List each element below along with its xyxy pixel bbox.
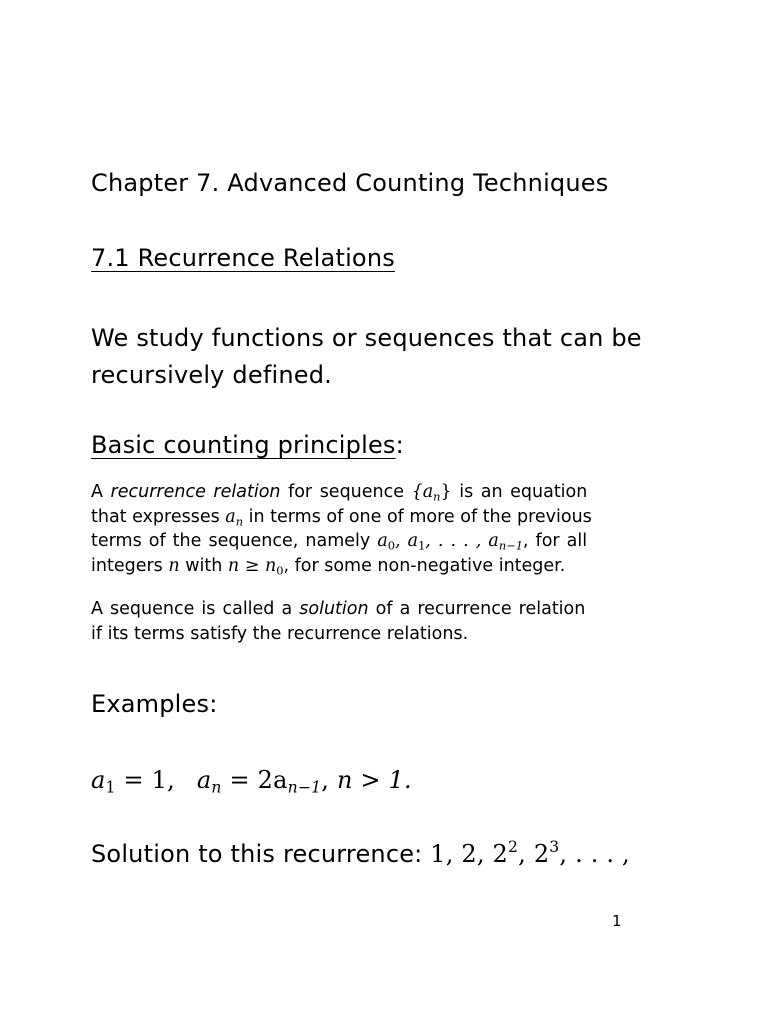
math-text: = 2a (221, 766, 288, 794)
math-sub: n−1 (498, 538, 523, 553)
definition-line-2 (91, 505, 592, 530)
math-text: a (225, 506, 236, 527)
math-text: , . . . , (559, 840, 630, 868)
math-text: a (91, 766, 106, 794)
math-sequence (412, 482, 452, 502)
text: , for all (522, 531, 588, 551)
recurrence-definition (91, 480, 592, 578)
text: in terms of one of more of the previous (243, 506, 592, 527)
text: with (179, 555, 228, 576)
solution-label: Solution to this recurrence: (91, 840, 431, 868)
math-sub: 1 (418, 538, 426, 553)
text: , for some non-negative integer. (283, 555, 566, 576)
solution-line (91, 837, 630, 868)
example-equation (91, 766, 412, 797)
section-title (91, 244, 395, 272)
chapter-title: Chapter 7. Advanced Counting Techniques (91, 169, 609, 197)
math-text: , . . . , a (425, 531, 499, 551)
math-text: n (168, 555, 180, 576)
solution-def-line-2: if its terms satisfy the recurrence relations. (91, 623, 469, 644)
text: integers (91, 555, 169, 576)
term-solution: solution (299, 599, 369, 619)
text: of a recurrence relation (368, 599, 586, 619)
math-text: = 1, (115, 766, 175, 794)
math-sub: n−1 (287, 778, 322, 797)
math-sub: 0 (276, 562, 284, 577)
term-recurrence-relation: recurrence relation (110, 482, 281, 502)
math-text: 1, 2, 2 (430, 840, 509, 868)
intro-line-1: We study functions or sequences that can be (91, 324, 642, 352)
math-text: , (321, 766, 337, 794)
text: A sequence is called a (91, 599, 300, 619)
math-text: , a (395, 531, 419, 551)
math-text: n > 1. (336, 766, 412, 794)
math-sup: 3 (549, 837, 560, 856)
solution-def-line-1 (91, 597, 585, 622)
principles-heading (91, 431, 404, 459)
math-sub: n (235, 513, 244, 528)
definition-line-3 (91, 529, 592, 554)
principles-label: Basic counting principles (91, 431, 396, 459)
definition-line-1 (91, 480, 592, 505)
math-sup: 2 (508, 837, 519, 856)
math-text: {a (411, 482, 434, 502)
intro-paragraph (91, 320, 642, 394)
principles-colon: : (395, 431, 404, 459)
examples-heading: Examples: (91, 690, 218, 718)
math-sub: n (433, 489, 441, 504)
math-text: , 2 (518, 840, 550, 868)
math-sub: 0 (387, 538, 395, 553)
definition-line-4 (91, 554, 592, 579)
math-text: } (440, 482, 452, 502)
math-text: a (377, 531, 388, 551)
math-sub: n (211, 778, 222, 797)
text: for sequence (280, 482, 412, 502)
math-sub: 1 (105, 778, 116, 797)
math-text: n ≥ n (227, 555, 277, 576)
math-text: a (196, 766, 212, 794)
section-title-text: 7.1 Recurrence Relations (91, 244, 395, 272)
text: A (91, 482, 111, 502)
text: that expresses (91, 506, 226, 527)
solution-definition (91, 597, 585, 646)
text: terms of the sequence, namely (91, 531, 378, 551)
text: is an equation (451, 482, 588, 502)
page-number: 1 (612, 912, 622, 930)
intro-line-2: recursively defined. (91, 361, 332, 389)
